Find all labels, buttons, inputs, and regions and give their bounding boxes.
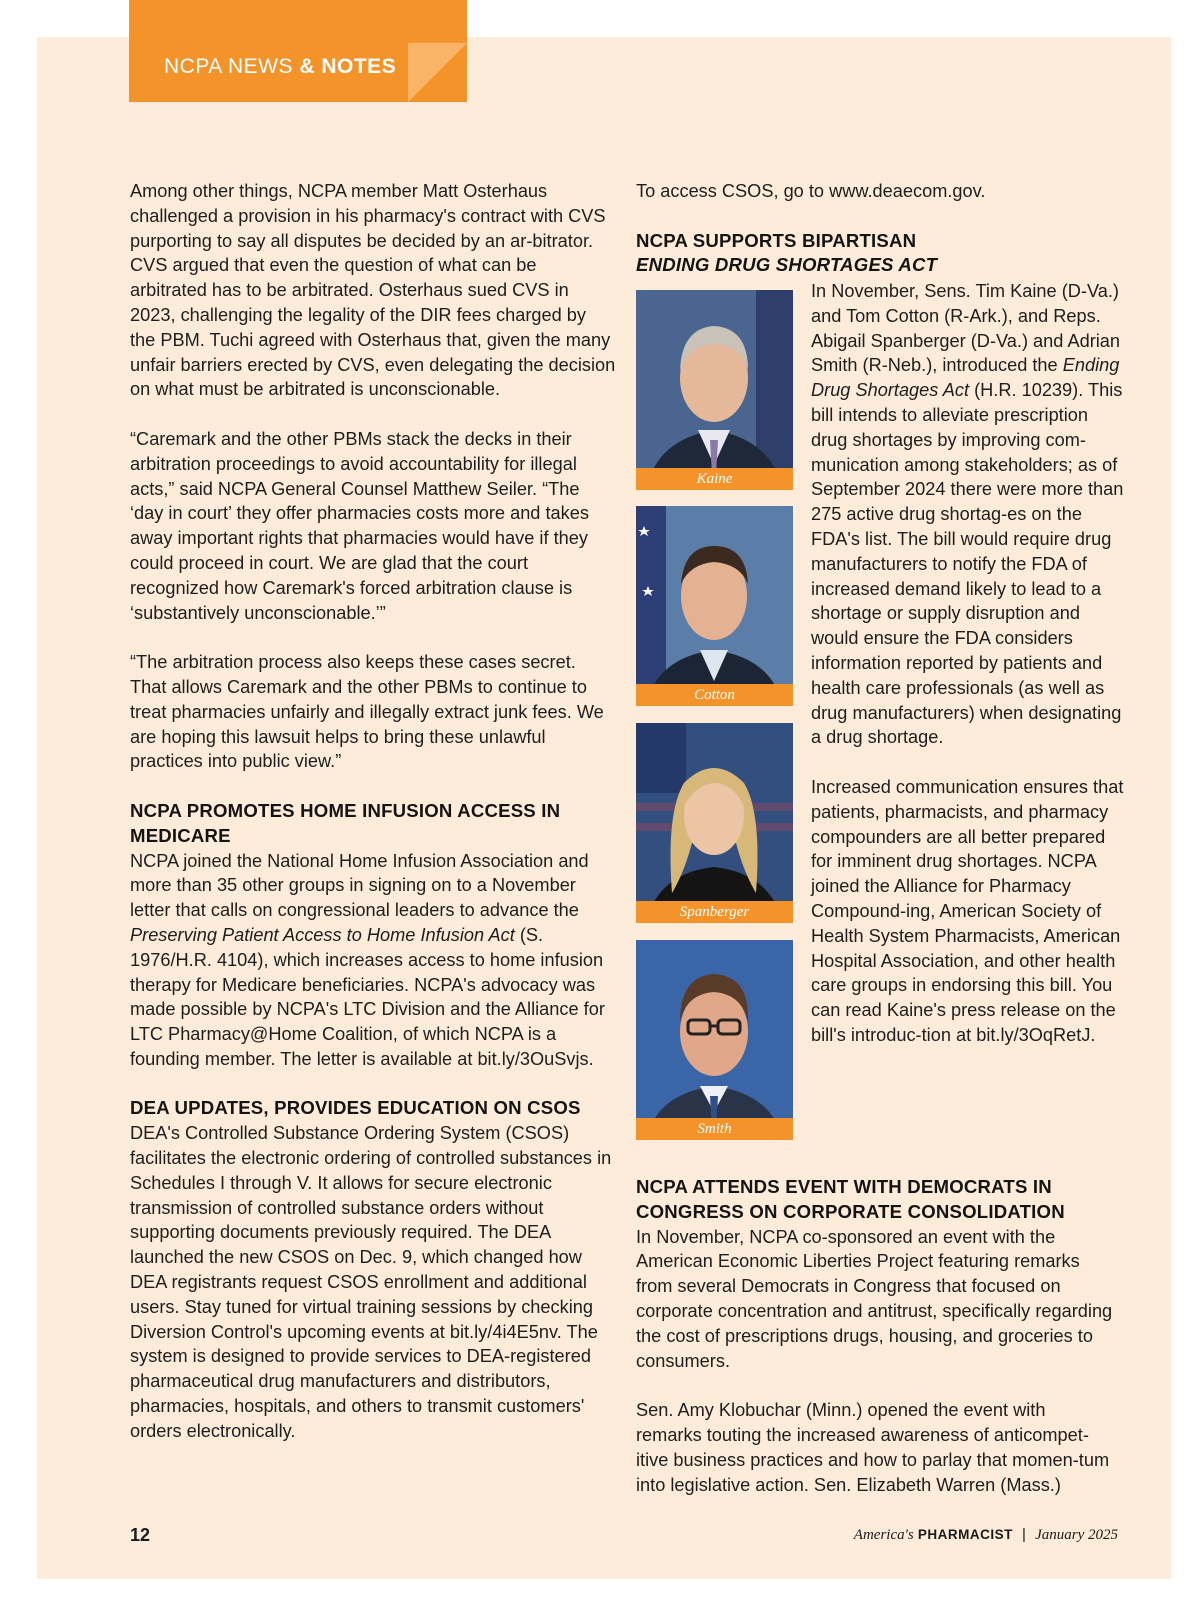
- paragraph-klobuchar: Sen. Amy Klobuchar (Minn.) opened the event with remarks touting the increased awareness of anticompet-itive business practices and how to parlay that momen-tum into legislative action. Sen. Elizabeth Warren (Mass.): [636, 1400, 1110, 1495]
- drug-shortages-act-title: Ending Drug Shortages Act: [811, 355, 1120, 401]
- issue-date: January 2025: [1035, 1527, 1118, 1543]
- photo-spanberger: [636, 723, 793, 923]
- section-tab-label: [164, 55, 396, 79]
- page-number: 12: [130, 1525, 151, 1545]
- drug-shortages-text-b: (H.R. 10239). This bill intends to alleviate prescription drug shortages by improving com-munication among stakeholders; as of September 2024 there were more than 275 active drug shortag-es on the FDA's list. The bill would require drug manufacturers to notify the FDA of increased demand likely to lead to a shortage or supply disruption and would ensure the FDA considers information reported by patients and health care professionals (as well as drug manufacturers) when designating a drug shortage.: [811, 380, 1124, 748]
- home-infusion-text-b: (S. 1976/H.R. 4104), which increases access to home infusion therapy for Medicare beneficiaries. NCPA's advocacy was made possible by NCPA's LTC Division and the Alliance for LTC Pharmacy@Home Coalition, of which NCPA is a founding member. The letter is available at bit.ly/3OuSvjs.: [130, 924, 605, 1069]
- heading-drug-shortages-1: NCPA SUPPORTS BIPARTISAN: [636, 229, 917, 251]
- paragraph-osterhaus: Among other things, NCPA member Matt Osterhaus challenged a provision in his pharmacy's contract with CVS purporting to say all disputes be decided by an ar-bitrator. CVS argued that even the question of what can be arbitrated has to be arbitrated. Osterhaus sued CVS in 2023, challenging the legality of the DIR fees charged by the PBM. Tuchi agreed with Osterhaus that, given the many unfair barriers erected by CVS, even delegating the decision on what must be arbitrated is unconscionable.: [130, 181, 616, 400]
- right-column-top: [636, 179, 1116, 278]
- heading-drug-shortages-act: ENDING DRUG SHORTAGES ACT: [636, 254, 938, 276]
- right-column-bottom: [636, 1175, 1116, 1497]
- paragraph-communication: Increased communication ensures that patients, pharmacists, and pharmacy compounders are all better prepared for imminent drug shortages. NCPA joined the Alliance for Pharmacy Compound-ing, American Society of Health System Pharmacists, American Hospital Association, and other health care groups in endorsing this bill. You can read Kaine's press release on the bill's introduc-tion at bit.ly/3OqRetJ.: [811, 776, 1124, 1045]
- csos-link-text: To access CSOS, go to www.deaecom.gov.: [636, 181, 986, 201]
- section-tab-prefix: NCPA NEWS: [164, 55, 293, 78]
- drug-shortages-body: [811, 279, 1127, 1048]
- heading-home-infusion: NCPA PROMOTES HOME INFUSION ACCESS IN MEDICARE: [130, 799, 561, 846]
- footer-separator: |: [1022, 1526, 1026, 1543]
- caption-cotton: Cotton: [636, 684, 793, 706]
- magazine-footer: [854, 1526, 1118, 1544]
- caption-spanberger: Spanberger: [636, 901, 793, 923]
- heading-democrats-event: NCPA ATTENDS EVENT WITH DEMOCRATS IN CONGRESS ON CORPORATE CONSOLIDATION: [636, 1176, 1065, 1222]
- heading-drug-shortages-2: [636, 253, 1116, 278]
- photo-kaine: [636, 290, 793, 490]
- paragraph-seiler-quote: “Caremark and the other PBMs stack the decks in their arbitration proceedings to avoid accountability for illegal acts,” said NCPA General Counsel Matthew Seiler. “The ‘day in court’ they offer pharmacies costs more and takes away important rights that pharmacies would have if they could proceed in court. We are glad that the court recognized how Caremark's forced arbitration clause is ‘substantively unconscionable.’”: [130, 428, 589, 623]
- portrait-smith-icon: [636, 940, 793, 1140]
- paragraph-dea-csos: DEA's Controlled Substance Ordering System (CSOS) facilitates the electronic ordering of controlled substances in Schedules I through V. It allows for secure electronic transmission of controlled substance orders without supporting documents previously required. The DEA launched the new CSOS on Dec. 9, which changed how DEA registrants request CSOS enrollment and additional users. Stay tuned for virtual training sessions by checking Diversion Control's upcoming events at bit.ly/4i4E5nv. The system is designed to provide services to DEA-registered pharmaceutical drug manufacturers and distributors, pharmacies, hospitals, and others to transmit customers' orders electronically.: [130, 1123, 612, 1441]
- caption-smith: Smith: [636, 1118, 793, 1140]
- portrait-spanberger-icon: [636, 723, 793, 923]
- home-infusion-text-a: NCPA joined the National Home Infusion Association and more than 35 other groups in signing on to a November letter that calls on congressional leaders to advance the: [130, 850, 589, 921]
- photo-cotton: [636, 506, 793, 706]
- portrait-cotton-icon: [636, 506, 793, 706]
- home-infusion-act-title: Preserving Patient Access to Home Infusion Act: [130, 924, 515, 945]
- heading-dea-csos: DEA UPDATES, PROVIDES EDUCATION ON CSOS: [130, 1097, 581, 1119]
- portrait-kaine-icon: [636, 290, 793, 490]
- paragraph-drug-shortages: [811, 279, 1127, 750]
- paragraph-event-intro: In November, NCPA co-sponsored an event with the American Economic Liberties Project featuring remarks from several Democrats in Congress that focused on corporate concentration and antitrust, specifically regarding the cost of prescriptions drugs, housing, and groceries to consumers.: [636, 1226, 1113, 1371]
- magazine-prefix: America's: [853, 1527, 914, 1543]
- paragraph-home-infusion: [130, 849, 616, 1072]
- caption-kaine: Kaine: [636, 468, 793, 490]
- section-tab-suffix: & NOTES: [299, 55, 397, 78]
- photo-smith: [636, 940, 793, 1140]
- magazine-name: PHARMACIST: [917, 1527, 1013, 1542]
- left-column: [130, 179, 616, 1444]
- paragraph-arbitration-secret: “The arbitration process also keeps these cases secret. That allows Caremark and the other PBMs to continue to treat pharmacies unfairly and illegally extract junk fees. We are hoping this lawsuit helps to bring these unlawful practices into public view.”: [130, 652, 604, 772]
- drug-shortages-text-a: In November, Sens. Tim Kaine (D-Va.) and Tom Cotton (R-Ark.), and Reps. Abigail Spanberger (D-Va.) and Adrian Smith (R-Neb.), introduced the: [811, 281, 1121, 376]
